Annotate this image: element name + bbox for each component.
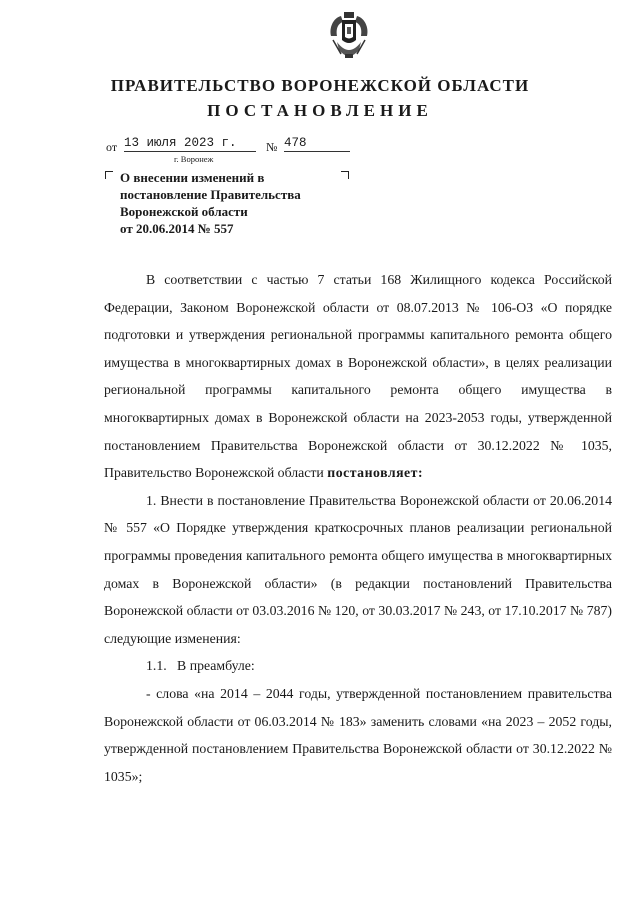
preamble-text: В соответствии с частью 7 статьи 168 Жилищного кодекса Российской Федерации, Законом Воронежской области от 08.07.2013 № 106-ОЗ «О порядке подготовки и утверждения региональной программы капитального ремонта общего имущества в многоквартирных домах в Воронежской области», в целях реализации региональной программы капитального ремонта общего имущества в многоквартирных домах в Воронежской области на 2023-2053 годы, утвержденной постановлением Правительства Воронежской области от 30.12.2022 № 1035, Правительство Воронежской области [104, 272, 612, 481]
date-prefix: от [106, 140, 118, 154]
item-1-1-dash-text: - слова «на 2014 – 2044 годы, утвержденной постановлением правительства Воронежской области от 06.03.2014 № 183» заменить словами «на 2023 – 2052 годы, утвержденной постановлением Правительства Воронежской области от 30.12.2022 № 1035»; [104, 685, 612, 784]
number-prefix: № [266, 140, 278, 154]
subject-bracket-left [105, 171, 113, 179]
organization-name: ПРАВИТЕЛЬСТВО ВОРОНЕЖСКОЙ ОБЛАСТИ [110, 76, 530, 95]
item-1-paragraph [104, 487, 612, 653]
item-1-1-heading: 1.1. В преамбуле: [146, 658, 255, 674]
subject-line: О внесении изменений в [120, 170, 265, 185]
item-1-text: 1. Внести в постановление Правительства Воронежской области от 20.06.2014 № 557 «О Порядке утверждения краткосрочных планов реализации региональной программы проведения капитального ремонта общего имущества в многоквартирных домах в Воронежской области» (в редакции постановлений Правительства Воронежской области от 03.03.2016 № 120, от 30.03.2017 № 243, от 17.10.2017 № 787) следующие изменения: [104, 492, 612, 646]
subject-line: постановление Правительства [120, 187, 301, 202]
date-number-block [106, 136, 366, 166]
document-date: 13 июля 2023 г. [124, 136, 256, 152]
document-subject [120, 169, 350, 237]
subject-line: Воронежской области [120, 204, 248, 219]
item-1-1-dash-paragraph [104, 680, 612, 790]
document-body [104, 266, 612, 790]
coat-of-arms-icon [327, 10, 371, 64]
city: г. Воронеж [174, 154, 214, 164]
document-type: ПОСТАНОВЛЕНИЕ [207, 101, 433, 120]
preamble-paragraph [104, 266, 612, 487]
preamble-action: постановляет: [327, 465, 424, 481]
subject-line: от 20.06.2014 № 557 [120, 221, 234, 236]
document-number: 478 [284, 136, 350, 152]
